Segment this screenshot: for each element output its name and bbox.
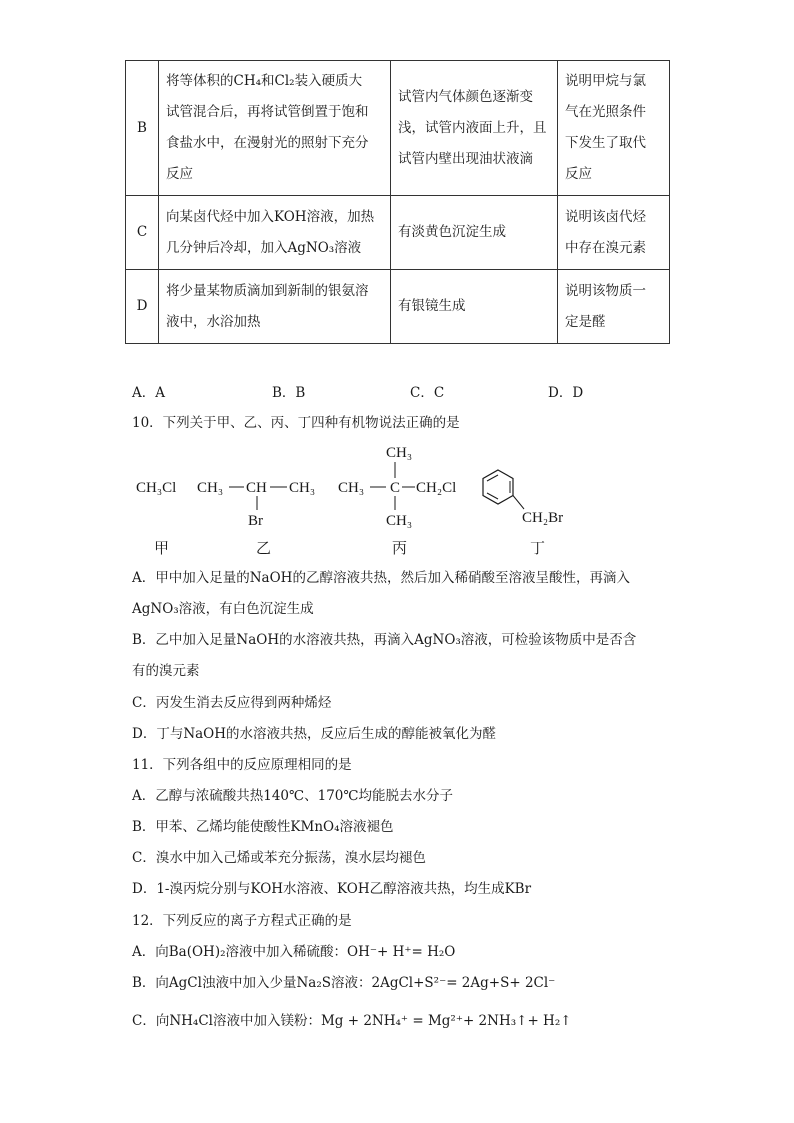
label-bing: 丙: [392, 541, 408, 557]
q11-option-a[interactable]: A．乙醇与浓硫酸共热140℃、170℃均能脱去水分子: [132, 788, 453, 804]
choice-a[interactable]: A．A: [132, 385, 165, 401]
struct-yi-right: CH₃: [289, 480, 316, 496]
q10-stem: 10．下列关于甲、乙、丙、丁四种有机物说法正确的是: [132, 415, 460, 431]
experiment-table: [125, 60, 670, 344]
label-ding: 丁: [530, 541, 546, 557]
q11-option-d[interactable]: D．1-溴丙烷分别与KOH水溶液、KOH乙醇溶液共热，均生成KBr: [132, 881, 532, 897]
q10-option-d[interactable]: D．丁与NaOH的水溶液共热，反应后生成的醇能被氧化为醛: [132, 726, 497, 742]
q12-stem: 12．下列反应的离子方程式正确的是: [132, 913, 352, 929]
q10-structures: [132, 440, 592, 560]
struct-bing-left: CH₃: [338, 480, 365, 496]
option-cell: B: [126, 61, 159, 196]
struct-yi-br: Br: [248, 513, 263, 529]
q10-option-b-cont: 有的溴元素: [132, 663, 200, 679]
phenomenon-cell: 试管内气体颜色逐渐变 浅，试管内液面上升，且 试管内壁出现油状液滴: [391, 61, 558, 196]
phenomenon-cell: 有淡黄色沉淀生成: [391, 196, 558, 270]
label-yi: 乙: [256, 541, 272, 557]
label-jia: 甲: [154, 541, 170, 557]
struct-bing-right: CH₂Cl: [416, 480, 457, 496]
q12-option-c[interactable]: C．向NH₄Cl溶液中加入镁粉：Mg + 2NH₄⁺ = Mg²⁺+ 2NH₃↑+ H₂↑: [132, 1013, 572, 1029]
table-row: [126, 196, 670, 270]
option-cell: C: [126, 196, 159, 270]
struct-yi-left: CH₃: [197, 480, 224, 496]
q12-option-a[interactable]: A．向Ba(OH)₂溶液中加入稀硫酸：OH⁻+ H⁺= H₂O: [132, 944, 456, 960]
operation-cell: 向某卤代烃中加入KOH溶液，加热 几分钟后冷却，加入AgNO₃溶液: [159, 196, 391, 270]
q10-option-a-cont: AgNO₃溶液，有白色沉淀生成: [132, 601, 314, 617]
operation-cell: 将少量某物质滴加到新制的银氨溶 液中，水浴加热: [159, 270, 391, 344]
q11-option-b[interactable]: B．甲苯、乙烯均能使酸性KMnO₄溶液褪色: [132, 819, 394, 835]
struct-ding-ch2br: CH₂Br: [522, 510, 564, 526]
phenomenon-cell: 有银镜生成: [391, 270, 558, 344]
q9-choices: [132, 381, 592, 401]
choice-c[interactable]: C．C: [410, 385, 445, 401]
operation-cell: 将等体积的CH₄和Cl₂装入硬质大 试管混合后，再将试管倒置于饱和 食盐水中，在漫射光的照射下充分 反应: [159, 61, 391, 196]
struct-jia: CH₃Cl: [136, 480, 177, 496]
table-row: [126, 270, 670, 344]
conclusion-cell: 说明甲烷与氯 气在光照条件 下发生了取代 反应: [558, 61, 670, 196]
struct-bing-top: CH₃: [386, 445, 413, 461]
conclusion-cell: 说明该卤代烃 中存在溴元素: [558, 196, 670, 270]
q11-option-c[interactable]: C．溴水中加入己烯或苯充分振荡，溴水层均褪色: [132, 850, 426, 866]
struct-yi-center: CH: [246, 480, 267, 496]
option-cell: D: [126, 270, 159, 344]
struct-bing-center: C: [390, 480, 401, 496]
q10-option-a[interactable]: A．甲中加入足量的NaOH的乙醇溶液共热，然后加入稀硝酸至溶液呈酸性，再滴入: [132, 570, 630, 586]
q12-option-b[interactable]: B．向AgCl浊液中加入少量Na₂S溶液：2AgCl+S²⁻= 2Ag+S+ 2Cl⁻: [132, 975, 556, 991]
choice-b[interactable]: B．B: [272, 385, 306, 401]
q10-option-c[interactable]: C．丙发生消去反应得到两种烯烃: [132, 695, 332, 711]
choice-d[interactable]: D．D: [548, 385, 584, 401]
q11-stem: 11．下列各组中的反应原理相同的是: [132, 757, 352, 773]
struct-bing-bottom: CH₃: [386, 513, 413, 529]
table-row: [126, 61, 670, 196]
q10-option-b[interactable]: B．乙中加入足量NaOH的水溶液共热，再滴入AgNO₃溶液，可检验该物质中是否含: [132, 632, 637, 648]
conclusion-cell: 说明该物质一 定是醛: [558, 270, 670, 344]
